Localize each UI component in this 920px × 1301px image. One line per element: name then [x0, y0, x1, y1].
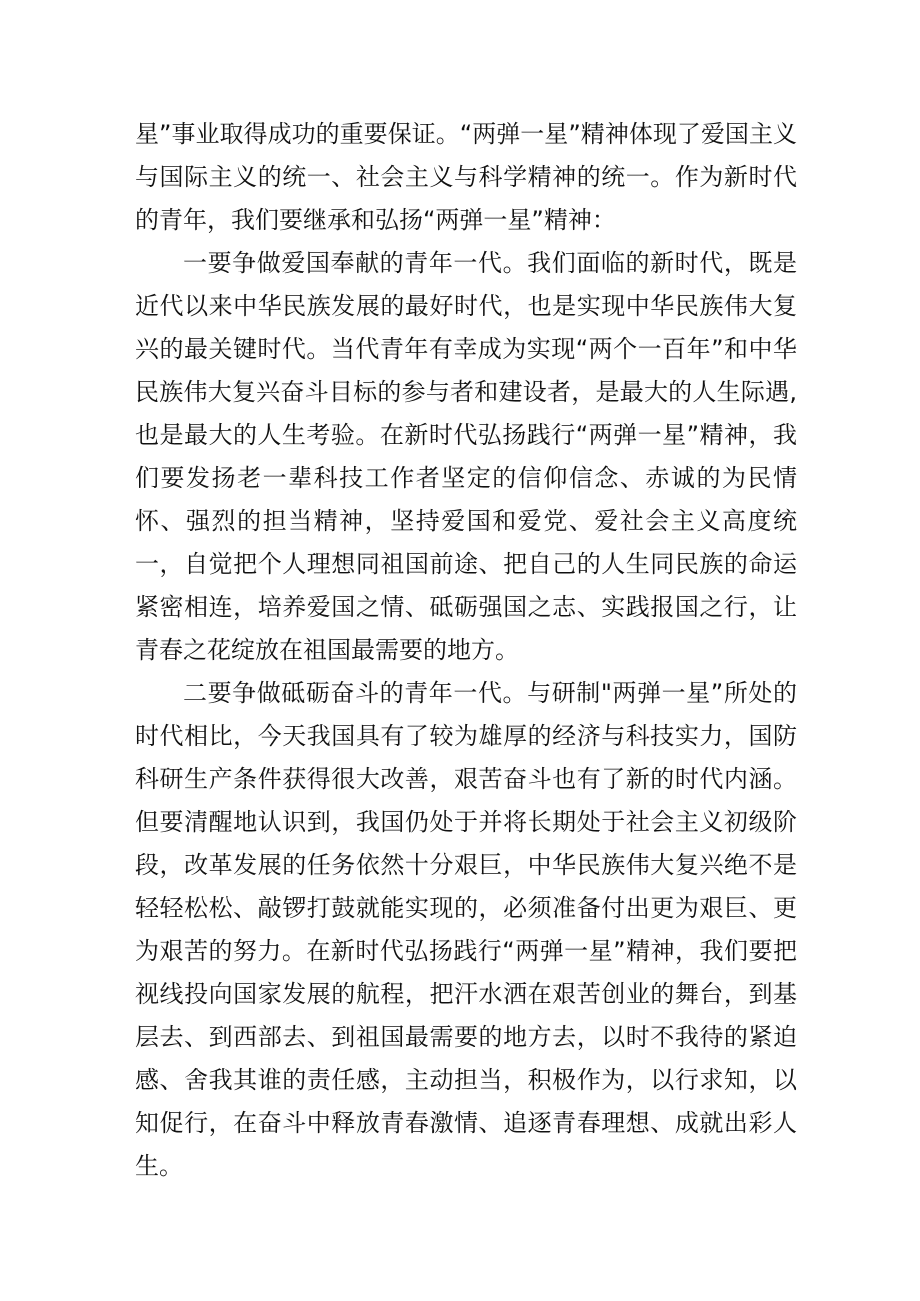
paragraph-striving-hard: 二要争做砥砺奋斗的青年一代。与研制"两弹一星”所处的时代相比，今天我国具有了较为雄厚的经济与科技实力，国防科研生产条件获得很大改善，艰苦奋斗也有了新的时代内涵。但要清醒地认识到，我国仍处于并将长期处于社会主义初级阶段，改革发展的任务依然十分艰巨，中华民族伟大复兴绝不是轻轻松松、敲锣打鼓就能实现的，必须准备付出更为艰巨、更为艰苦的努力。在新时代弘扬践行“两弹一星”精神，我们要把视线投向国家发展的航程，把汗水洒在艰苦创业的舞台，到基层去、到西部去、到祖国最需要的地方去，以时不我待的紧迫感、舍我其谁的责任感，主动担当，积极作为，以行求知，以知促行，在奋斗中释放青春激情、追逐青春理想、成就出彩人生。	[135, 679, 797, 1180]
document-body	[135, 113, 797, 1188]
paragraph-patriotic-dedication: 一要争做爱国奉献的青年一代。我们面临的新时代，既是近代以来中华民族发展的最好时代，也是实现中华民族伟大复兴的最关键时代。当代青年有幸成为实现“两个一百年”和中华民族伟大复兴奋斗目标的参与者和建设者，是最大的人生际遇,也是最大的人生考验。在新时代弘扬践行“两弹一星”精神，我们要发扬老一辈科技工作者坚定的信仰信念、赤诚的为民情怀、强烈的担当精神，坚持爱国和爱党、爱社会主义高度统一，自觉把个人理想同祖国前途、把自己的人生同民族的命运紧密相连，培养爱国之情、砥砺强国之志、实践报国之行，让青春之花绽放在祖国最需要的地方。	[135, 249, 797, 664]
paragraph-intro-continuation: 星”事业取得成功的重要保证。“两弹一星”精神体现了爱国主义与国际主义的统一、社会主义与科学精神的统一。作为新时代的青年，我们要继承和弘扬“两弹一星”精神：	[135, 120, 797, 234]
